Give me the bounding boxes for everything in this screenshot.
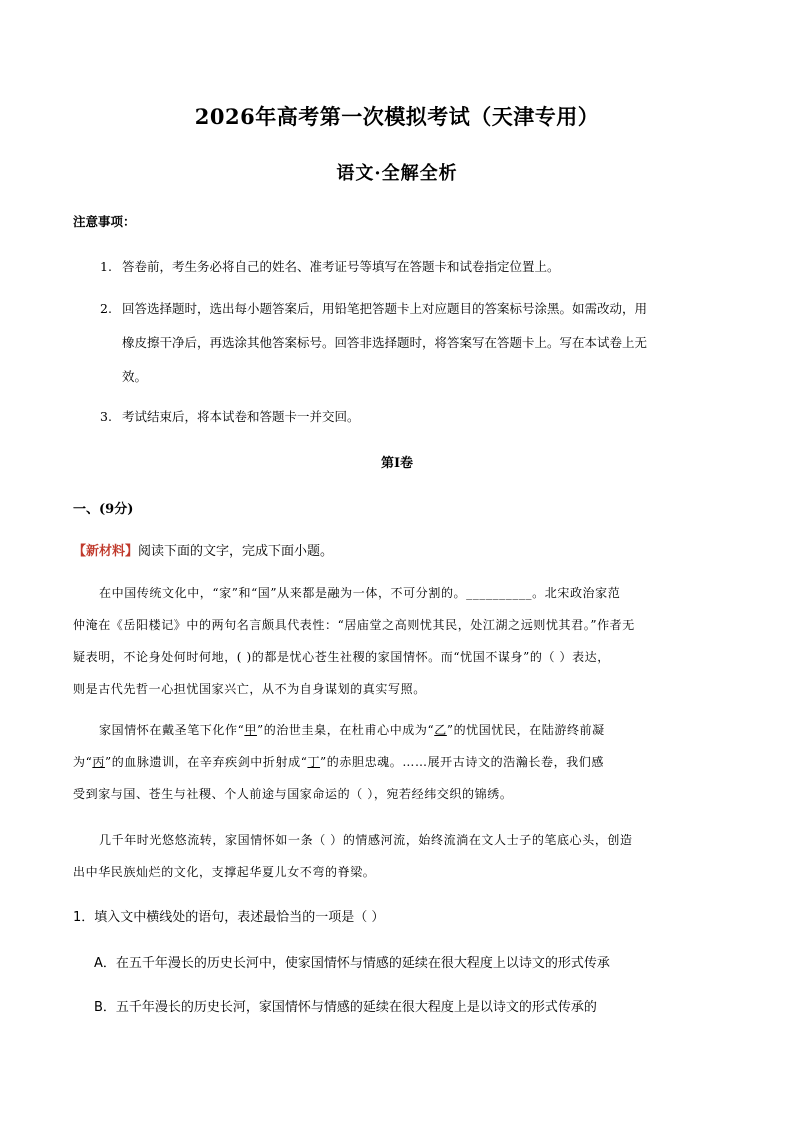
passage-paragraph-2 — [73, 714, 723, 810]
blank-ding: 丁 — [307, 755, 321, 769]
option-a: A．在五千年漫长的历史长河中，使家国情怀与情感的延续在很大程度上以诗文的形式传承 — [94, 956, 610, 971]
passage-text: ”的忧国忧民，在陆游终前凝 — [446, 723, 605, 737]
passage-paragraph-1 — [73, 577, 723, 705]
passage-paragraph-3 — [73, 824, 723, 888]
new-material-tag: 【新材料】 — [73, 544, 139, 559]
notice-item-text: 考试结束后，将本试卷和答题卡一并交回。 — [122, 409, 360, 424]
blank-jia: 甲 — [244, 723, 257, 737]
passage-line: 仲淹在《岳阳楼记》中的两句名言颇具代表性：“居庙堂之高则忧其民，处江湖之远则忧其君。”作者无 — [73, 618, 635, 632]
notice-heading: 注意事项： — [73, 214, 136, 229]
page-subtitle: 语文·全解全析 — [336, 163, 458, 184]
passage-line: 几千年时光悠悠流转，家国情怀如一条（ ）的情感河流，始终流淌在文人士子的笔底心头，创造 — [99, 833, 633, 847]
intro-text: 阅读下面的文字，完成下面小题。 — [138, 544, 334, 559]
page-title: 2026年高考第一次模拟考试（天津专用） — [194, 104, 600, 129]
volume-heading: 第I卷 — [380, 456, 414, 471]
blank-yi: 乙 — [434, 723, 447, 737]
passage-text: ”的血脉遗训，在辛弃疾剑中折射成“ — [104, 755, 308, 769]
notice-item-text: 效。 — [122, 369, 148, 384]
material-intro — [73, 540, 333, 559]
passage-text: ”的治世圭臬，在杜甫心中成为“ — [256, 723, 435, 737]
passage-line — [73, 746, 723, 778]
passage-text: 家国情怀在戴圣笔下化作“ — [99, 723, 245, 737]
passage-line: 受到家与国、苍生与社稷、个人前途与国家命运的（ ），宛若经纬交织的锦绣。 — [73, 787, 513, 801]
passage-line: 出中华民族灿烂的文化，支撑起华夏儿女不弯的脊梁。 — [73, 865, 376, 879]
notice-item-text: 答卷前，考生务必将自己的姓名、准考证号等填写在答题卡和试卷指定位置上。 — [122, 259, 560, 274]
notice-item-1 — [100, 250, 725, 284]
passage-line: 在中国传统文化中，“家”和“国”从来都是融为一体，不可分割的。__________。北宋政治家范 — [99, 586, 621, 600]
passage-line — [73, 714, 723, 746]
question-stem: 1．填入文中横线处的语句，表述最恰当的一项是（ ） — [73, 910, 385, 925]
blank-bing: 丙 — [92, 755, 105, 769]
notice-item-text: 橡皮擦干净后，再选涂其他答案标号。回答非选择题时，将答案写在答题卡上。写在本试卷上无 — [122, 335, 648, 350]
notice-item-number: 1. — [100, 259, 112, 274]
notice-item-3 — [100, 400, 725, 434]
option-b: B．五千年漫长的历史长河，家国情怀与情感的延续在很大程度上是以诗文的形式传承的 — [94, 1000, 597, 1015]
notice-item-text: 回答选择题时，选出每小题答案后，用铅笔把答题卡上对应题目的答案标号涂黑。如需改动，用 — [122, 301, 648, 316]
passage-text: 为“ — [73, 755, 93, 769]
notice-item-number: 3. — [100, 409, 112, 424]
passage-line: 疑表明，不论身处何时何地，( )的都是忧心苍生社稷的家国情怀。而“忧国不谋身”的（ ）表达， — [73, 650, 610, 664]
passage-text: ”的赤胆忠魂。……展开古诗文的浩瀚长卷，我们感 — [320, 755, 604, 769]
notice-item-number: 2. — [100, 301, 112, 316]
passage-line: 则是古代先哲一心担忧国家兴亡，从不为自身谋划的真实写照。 — [73, 682, 426, 696]
notice-item-2 — [100, 292, 725, 394]
section-heading: 一、(9分) — [73, 502, 134, 517]
